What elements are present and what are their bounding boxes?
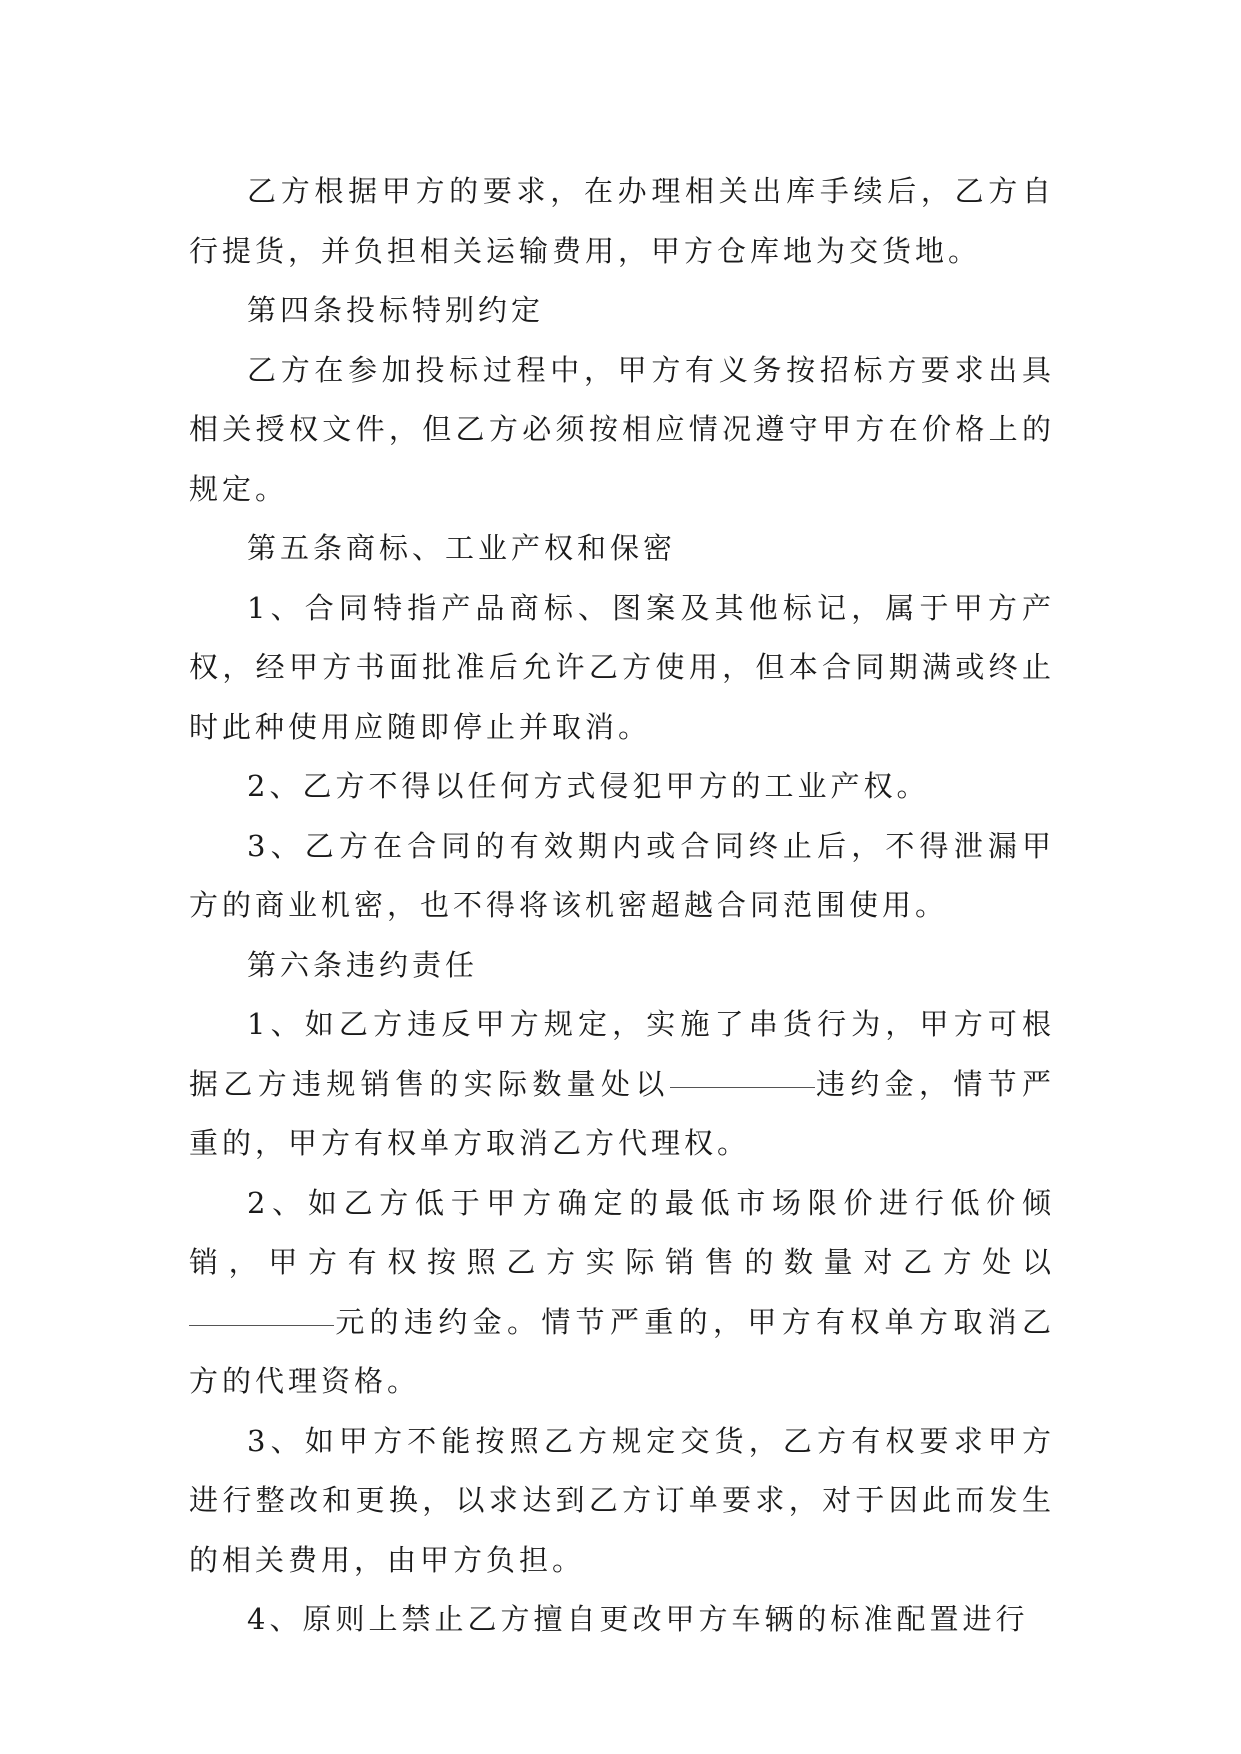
clause-5-3: 3、乙方在合同的有效期内或合同终止后，不得泄漏甲方的商业机密，也不得将该机密超越合同范围使用。 <box>189 828 1055 922</box>
heading-article-5: 第五条商标、工业产权和保密 <box>247 531 677 565</box>
clause-6-2-after: 元的违约金。情节严重的，甲方有权单方取消乙方的代理资格。 <box>189 1304 1055 1398</box>
clause-6-1-after: 违约金，情节严重的，甲方有权单方取消乙方代理权。 <box>189 1066 1055 1160</box>
clause-6-1-before: 1、如乙方违反甲方规定，实施了串货行为，甲方可根据乙方违规销售的实际数量处以 <box>189 1007 1055 1101</box>
clause-5-2: 2、乙方不得以任何方式侵犯甲方的工业产权。 <box>247 769 930 803</box>
heading-article-4: 第四条投标特别约定 <box>247 293 545 327</box>
clause-6-2 <box>189 1174 1055 1412</box>
clause-6-2-before: 2、如乙方低于甲方确定的最低市场限价进行低价倾销，甲方有权按照乙方实际销售的数量对乙方处以 <box>189 1185 1055 1279</box>
fill-in-blank <box>670 1086 815 1088</box>
paragraph-bidding: 乙方在参加投标过程中，甲方有义务按招标方要求出具相关授权文件，但乙方必须按相应情况遵守甲方在价格上的规定。 <box>189 352 1055 506</box>
document-page <box>189 162 1055 1650</box>
heading-article-6: 第六条违约责任 <box>247 947 479 982</box>
clause-6-3: 3、如甲方不能按照乙方规定交货，乙方有权要求甲方进行整改和更换，以求达到乙方订单要求，对于因此而发生的相关费用，由甲方负担。 <box>189 1423 1055 1577</box>
clause-6-1 <box>189 995 1055 1174</box>
fill-in-blank <box>189 1324 334 1326</box>
clause-5-1: 1、合同特指产品商标、图案及其他标记，属于甲方产权，经甲方书面批准后允许乙方使用，但本合同期满或终止时此种使用应随即停止并取消。 <box>189 590 1055 744</box>
clause-6-4: 4、原则上禁止乙方擅自更改甲方车辆的标准配置进行 <box>247 1602 1029 1636</box>
paragraph-delivery: 乙方根据甲方的要求，在办理相关出库手续后，乙方自行提货，并负担相关运输费用，甲方仓库地为交货地。 <box>189 174 1055 268</box>
